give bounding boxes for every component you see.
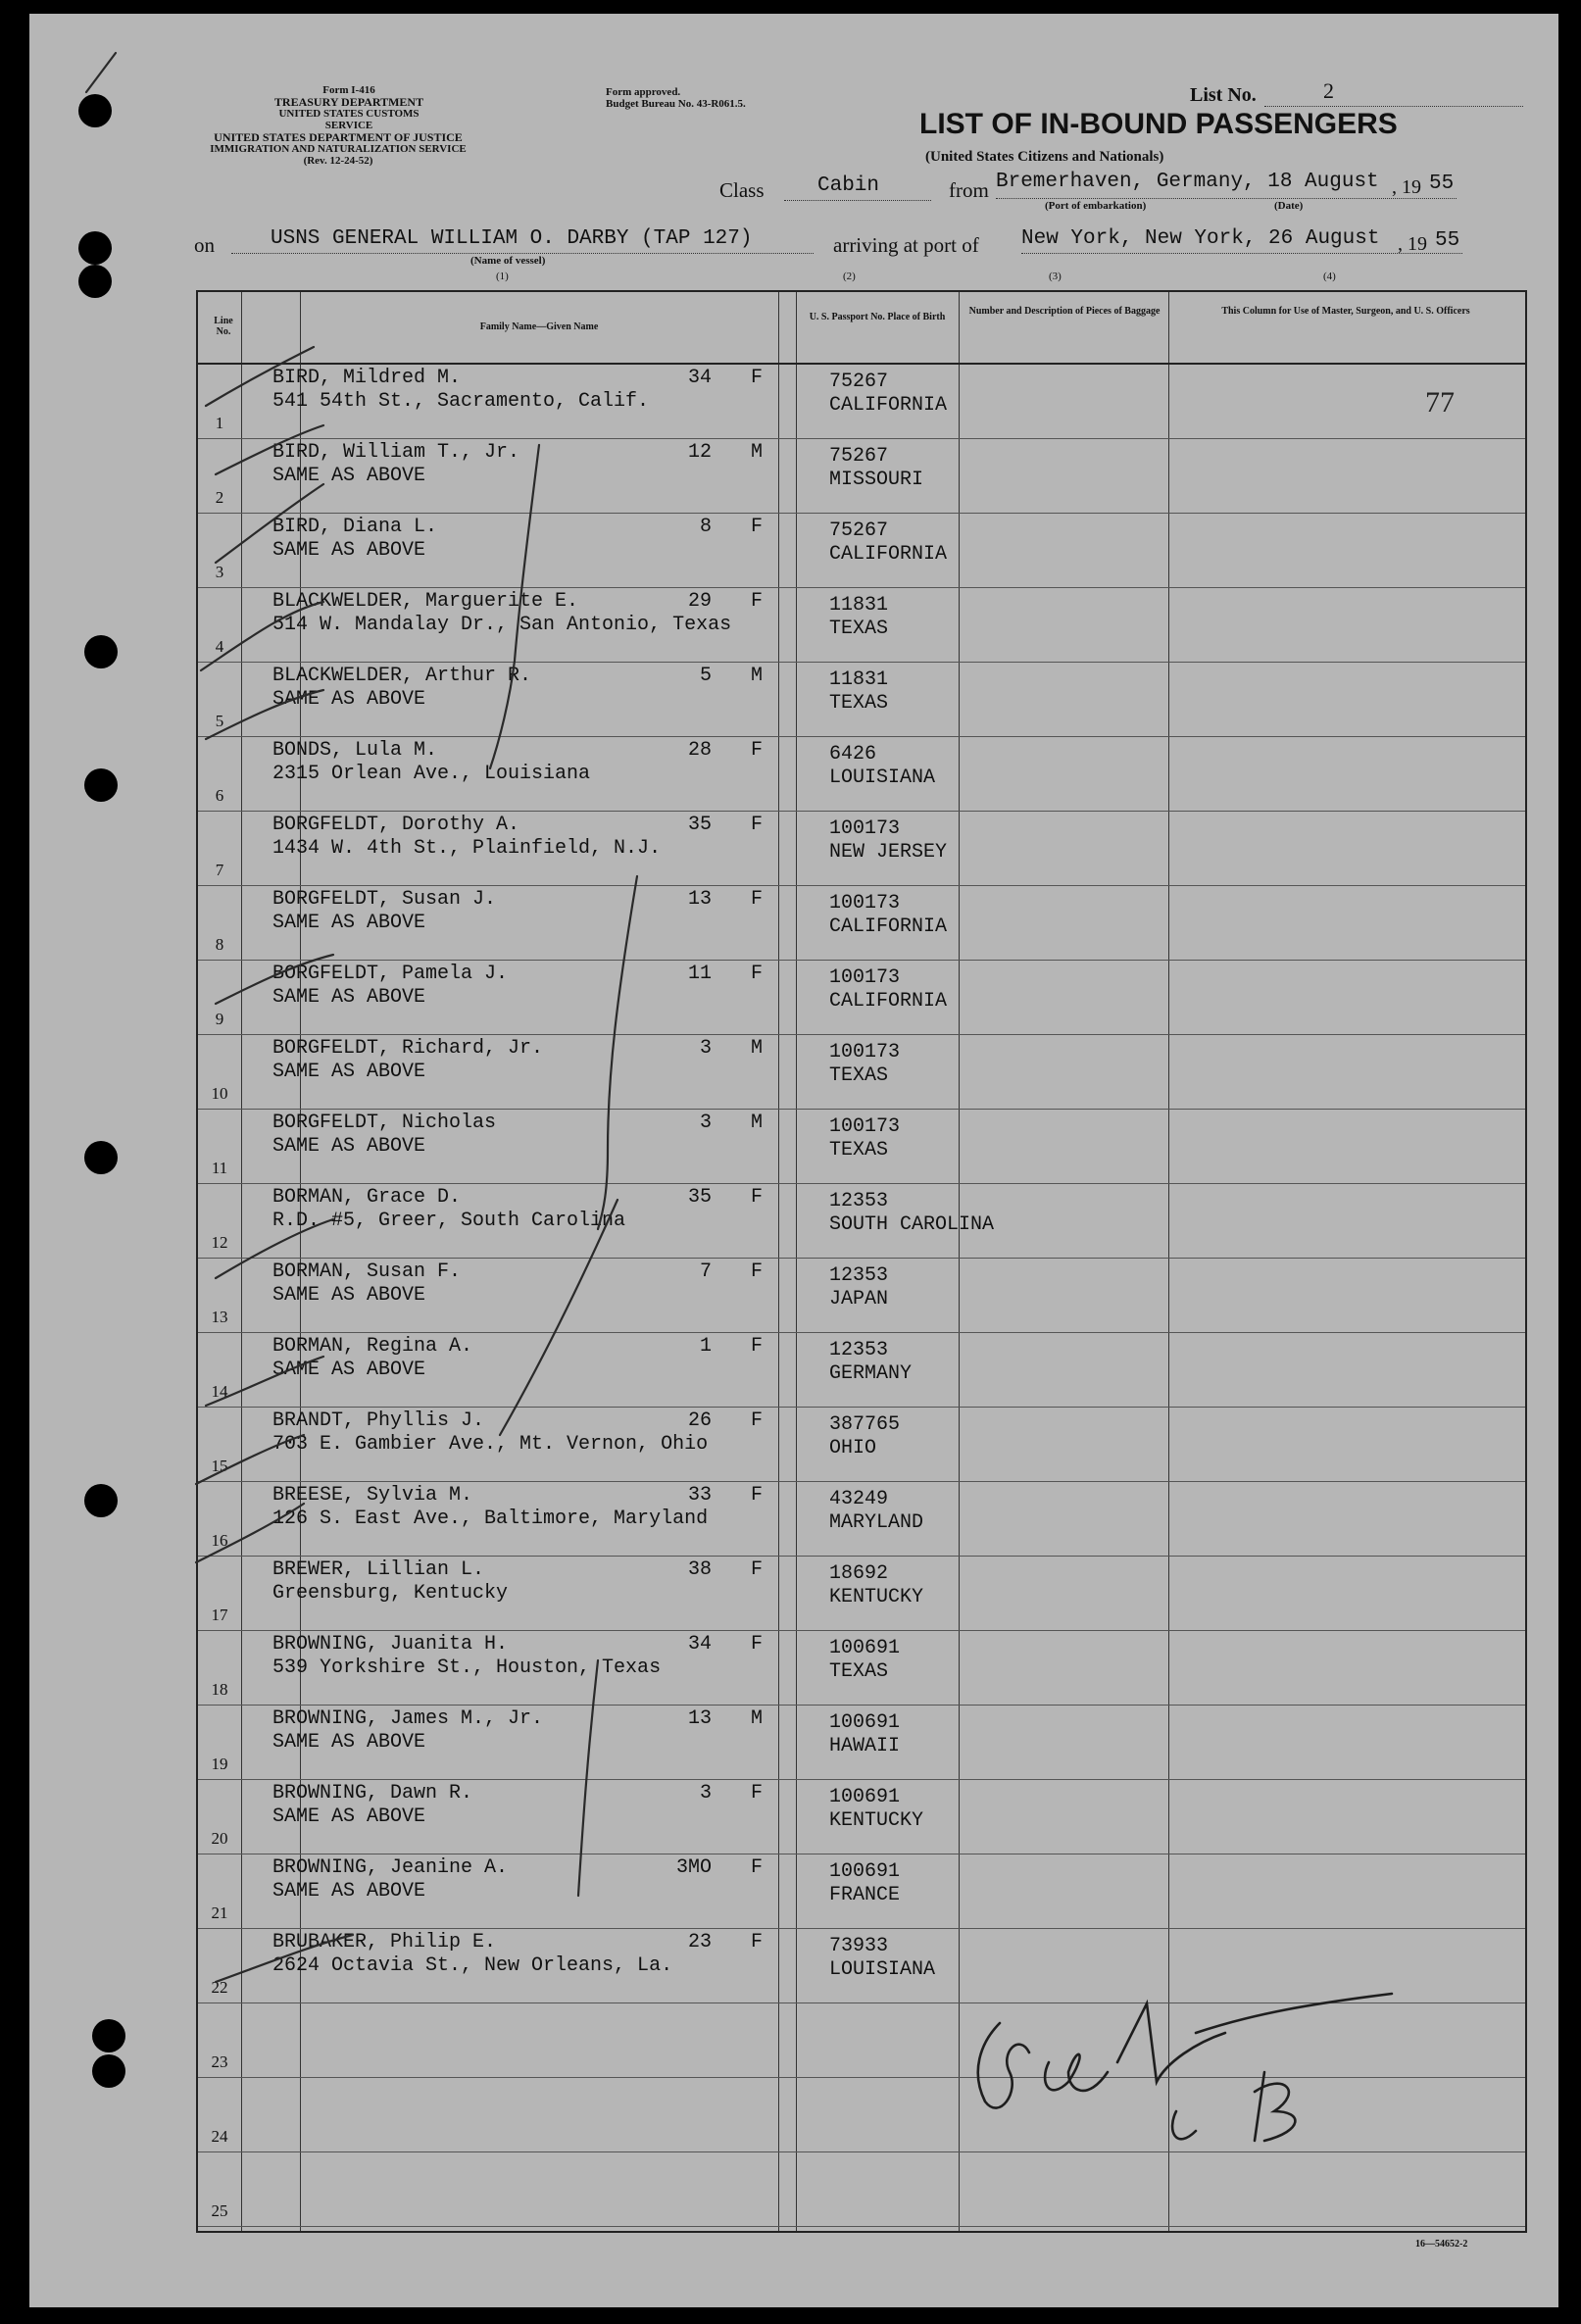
punch-hole	[84, 635, 118, 668]
place-of-birth: TEXAS	[829, 692, 889, 715]
line-number: 13	[211, 1308, 228, 1326]
place-of-birth: SOUTH CAROLINA	[829, 1213, 995, 1236]
line-number: 8	[215, 935, 224, 954]
table-row	[198, 1035, 1525, 1110]
table-row	[198, 1259, 1525, 1333]
row-divider	[198, 2226, 1525, 2227]
passenger-name: BROWNING, Dawn R.	[272, 1782, 473, 1805]
passenger-age: 12	[687, 441, 712, 464]
department-block: UNITED STATES DEPARTMENT OF JUSTICE IMMIGRATION AND NATURALIZATION SERVICE (Rev. 12-24-52)	[210, 130, 467, 167]
embarkation-value: Bremerhaven, Germany, 18 August	[996, 171, 1379, 193]
passenger-sex: F	[751, 1931, 764, 1953]
table-row	[198, 1929, 1525, 2003]
passport-number: 100691	[829, 1637, 901, 1659]
form-approval: Form approved. Budget Bureau No. 43-R061.5.	[606, 86, 746, 110]
manifest-sheet	[29, 14, 1558, 2307]
passenger-name: BLACKWELDER, Arthur R.	[272, 665, 532, 687]
passenger-age: 23	[687, 1931, 712, 1953]
passenger-sex: F	[751, 516, 764, 538]
table-row	[198, 961, 1525, 1035]
table-row	[198, 1333, 1525, 1408]
passenger-name: BROWNING, Juanita H.	[272, 1633, 509, 1656]
vessel-name: USNS GENERAL WILLIAM O. DARBY (TAP 127)	[271, 227, 753, 250]
passport-number: 75267	[829, 445, 889, 468]
arrival-year: 55	[1435, 229, 1460, 252]
passport-number: 100691	[829, 1711, 901, 1734]
place-of-birth: TEXAS	[829, 1064, 889, 1087]
passport-number: 100691	[829, 1786, 901, 1808]
passport-number: 11831	[829, 594, 889, 617]
line-number: 18	[211, 1680, 228, 1699]
punch-hole	[92, 2019, 125, 2052]
table-row	[198, 1631, 1525, 1706]
passenger-sex: F	[751, 1484, 764, 1507]
passenger-name: BIRD, Mildred M.	[272, 367, 462, 389]
table-row	[198, 1184, 1525, 1259]
passenger-name: BORMAN, Regina A.	[272, 1335, 473, 1358]
table-row	[198, 365, 1525, 439]
table-row	[198, 1780, 1525, 1854]
arrival-line	[1021, 253, 1462, 254]
line-number: 21	[211, 1904, 228, 1922]
place-of-birth: NEW JERSEY	[829, 841, 948, 864]
passenger-address: SAME AS ABOVE	[272, 688, 426, 711]
passenger-sex: F	[751, 1633, 764, 1656]
passenger-age: 8	[699, 516, 712, 538]
passenger-sex: M	[751, 1037, 764, 1060]
passenger-name: BORMAN, Grace D.	[272, 1186, 462, 1209]
passenger-age: 29	[687, 590, 712, 613]
line-number: 5	[215, 712, 224, 730]
line-number: 15	[211, 1457, 228, 1475]
line-number: 11	[211, 1159, 228, 1177]
vessel-caption: (Name of vessel)	[470, 255, 546, 267]
passenger-sex: F	[751, 590, 764, 613]
passport-number: 6426	[829, 743, 877, 766]
passenger-name: BIRD, Diana L.	[272, 516, 438, 538]
passport-number: 73933	[829, 1935, 889, 1957]
table-row	[198, 663, 1525, 737]
line-number: 1	[215, 414, 224, 432]
line-number: 6	[215, 786, 224, 805]
place-of-birth: GERMANY	[829, 1362, 913, 1385]
table-row	[198, 439, 1525, 514]
passenger-address: 2624 Octavia St., New Orleans, La.	[272, 1954, 673, 1977]
passenger-age: 3	[699, 1112, 712, 1134]
passenger-address: SAME AS ABOVE	[272, 465, 426, 487]
passenger-name: BLACKWELDER, Marguerite E.	[272, 590, 579, 613]
line-number: 9	[215, 1010, 224, 1028]
punch-hole	[84, 1141, 118, 1174]
passenger-address: SAME AS ABOVE	[272, 1061, 426, 1083]
passenger-address: SAME AS ABOVE	[272, 1284, 426, 1307]
line-number: 2	[215, 488, 224, 507]
place-of-birth: JAPAN	[829, 1288, 889, 1310]
passenger-age: 26	[687, 1409, 712, 1432]
passenger-address: 541 54th St., Sacramento, Calif.	[272, 390, 650, 413]
passenger-sex: F	[751, 1409, 764, 1432]
passenger-age: 3	[699, 1782, 712, 1805]
line-number: 23	[211, 2052, 228, 2071]
passenger-sex: F	[751, 1335, 764, 1358]
passenger-address: 514 W. Mandalay Dr., San Antonio, Texas	[272, 614, 732, 636]
embarkation-year-prefix: , 19	[1392, 176, 1421, 198]
signature-note	[1176, 2101, 1178, 2102]
passport-number: 75267	[829, 371, 889, 393]
vessel-col-number: (1)	[496, 271, 509, 282]
page-subtitle: (United States Citizens and Nationals)	[925, 149, 1164, 165]
line-number: 12	[211, 1233, 228, 1252]
line-number: 22	[211, 1978, 228, 1997]
passenger-address: SAME AS ABOVE	[272, 1135, 426, 1158]
passenger-sex: F	[751, 367, 764, 389]
class-line	[784, 200, 931, 201]
line-number: 7	[215, 861, 224, 879]
line-number: 16	[211, 1531, 228, 1550]
passenger-address: 2315 Orlean Ave., Louisiana	[272, 763, 591, 785]
place-of-birth: TEXAS	[829, 1660, 889, 1683]
table-row	[198, 886, 1525, 961]
passenger-sex: F	[751, 1558, 764, 1581]
passenger-age: 35	[687, 1186, 712, 1209]
table-row	[198, 2152, 1525, 2227]
passenger-address: SAME AS ABOVE	[272, 1880, 426, 1903]
passenger-sex: F	[751, 739, 764, 762]
place-of-birth: LOUISIANA	[829, 766, 936, 789]
passenger-age: 11	[687, 963, 712, 985]
place-of-birth: KENTUCKY	[829, 1586, 924, 1608]
passenger-address: 539 Yorkshire St., Houston, Texas	[272, 1656, 662, 1679]
table-row	[198, 737, 1525, 812]
passenger-sex: M	[751, 1112, 764, 1134]
passenger-name: BORGFELDT, Richard, Jr.	[272, 1037, 544, 1060]
arrival-value: New York, New York, 26 August	[1021, 227, 1380, 250]
passenger-name: BRUBAKER, Philip E.	[272, 1931, 497, 1953]
passenger-name: BORGFELDT, Dorothy A.	[272, 814, 520, 836]
place-of-birth: TEXAS	[829, 1139, 889, 1162]
table-row	[198, 1482, 1525, 1557]
officer-note: 77	[1425, 386, 1455, 419]
punch-hole	[92, 2054, 125, 2088]
passport-number: 11831	[829, 668, 889, 691]
on-label: on	[194, 233, 215, 257]
punch-hole	[84, 768, 118, 802]
table-row	[198, 514, 1525, 588]
passenger-sex: F	[751, 1186, 764, 1209]
col-header-officers: This Column for Use of Master, Surgeon, and U. S. Officers	[1221, 306, 1470, 317]
line-number: 17	[211, 1606, 228, 1624]
passenger-age: 1	[699, 1335, 712, 1358]
passenger-name: BRANDT, Phyllis J.	[272, 1409, 485, 1432]
table-row	[198, 1110, 1525, 1184]
line-number: 25	[211, 2201, 228, 2220]
passenger-sex: F	[751, 1261, 764, 1283]
col4-number: (4)	[1323, 271, 1336, 282]
class-label: Class	[719, 178, 765, 202]
table-row	[198, 2003, 1525, 2078]
passenger-sex: M	[751, 665, 764, 687]
passport-number: 100691	[829, 1860, 901, 1883]
from-label: from	[949, 178, 989, 202]
passenger-name: BREWER, Lillian L.	[272, 1558, 485, 1581]
table-row	[198, 1557, 1525, 1631]
place-of-birth: CALIFORNIA	[829, 394, 948, 417]
col2-number: (2)	[843, 271, 856, 282]
passenger-name: BROWNING, Jeanine A.	[272, 1856, 509, 1879]
passenger-age: 34	[687, 367, 712, 389]
passenger-address: SAME AS ABOVE	[272, 539, 426, 562]
passenger-name: BORGFELDT, Pamela J.	[272, 963, 509, 985]
place-of-birth: FRANCE	[829, 1884, 901, 1906]
passenger-sex: F	[751, 1856, 764, 1879]
line-number: 20	[211, 1829, 228, 1848]
passport-number: 12353	[829, 1190, 889, 1212]
line-number: 10	[211, 1084, 228, 1103]
passenger-age: 28	[687, 739, 712, 762]
passenger-age: 35	[687, 814, 712, 836]
passport-number: 100173	[829, 817, 901, 840]
port-caption: (Port of embarkation)	[1045, 200, 1147, 212]
line-number: 24	[211, 2127, 228, 2146]
place-of-birth: CALIFORNIA	[829, 915, 948, 938]
punch-hole	[84, 1484, 118, 1517]
place-of-birth: CALIFORNIA	[829, 543, 948, 566]
list-no-line	[1264, 106, 1523, 107]
passenger-sex: F	[751, 1782, 764, 1805]
passenger-address: SAME AS ABOVE	[272, 1805, 426, 1828]
passenger-address: 126 S. East Ave., Baltimore, Maryland	[272, 1508, 709, 1530]
place-of-birth: KENTUCKY	[829, 1809, 924, 1832]
passenger-age: 13	[687, 1707, 712, 1730]
line-number: 14	[211, 1382, 228, 1401]
passenger-age: 3MO	[675, 1856, 712, 1879]
passport-number: 100173	[829, 966, 901, 989]
punch-hole	[78, 94, 112, 127]
passenger-sex: M	[751, 1707, 764, 1730]
place-of-birth: CALIFORNIA	[829, 990, 948, 1013]
passenger-address: R.D. #5, Greer, South Carolina	[272, 1210, 626, 1232]
passenger-name: BROWNING, James M., Jr.	[272, 1707, 544, 1730]
passenger-age: 33	[687, 1484, 712, 1507]
passport-number: 100173	[829, 1041, 901, 1063]
table-row	[198, 1408, 1525, 1482]
table-row	[198, 1854, 1525, 1929]
vessel-line	[231, 253, 814, 254]
table-row	[198, 812, 1525, 886]
passport-number: 18692	[829, 1562, 889, 1585]
col-header-passport: U. S. Passport No. Place of Birth	[809, 312, 946, 322]
place-of-birth: MISSOURI	[829, 469, 924, 491]
passport-number: 12353	[829, 1339, 889, 1361]
passenger-sex: F	[751, 963, 764, 985]
place-of-birth: TEXAS	[829, 618, 889, 640]
table-row	[198, 588, 1525, 663]
form-number: Form I-416 TREASURY DEPARTMENT UNITED STATES CUSTOMS SERVICE	[273, 84, 424, 131]
passenger-sex: M	[751, 441, 764, 464]
passport-number: 100173	[829, 1115, 901, 1138]
footer-code: 16—54652-2	[1415, 2239, 1468, 2250]
passenger-name: BONDS, Lula M.	[272, 739, 438, 762]
place-of-birth: HAWAII	[829, 1735, 901, 1757]
col-header-name: Family Name—Given Name	[479, 321, 599, 332]
passenger-age: 5	[699, 665, 712, 687]
passenger-name: BIRD, William T., Jr.	[272, 441, 520, 464]
passenger-name: BORGFELDT, Nicholas	[272, 1112, 497, 1134]
signature	[1002, 2027, 1006, 2028]
from-line	[996, 198, 1457, 199]
passenger-age: 38	[687, 1558, 712, 1581]
place-of-birth: LOUISIANA	[829, 1958, 936, 1981]
place-of-birth: OHIO	[829, 1437, 877, 1459]
embarkation-year: 55	[1429, 173, 1455, 195]
passenger-name: BORGFELDT, Susan J.	[272, 888, 497, 911]
passport-number: 43249	[829, 1488, 889, 1510]
line-number: 4	[215, 637, 224, 656]
page-title: LIST OF IN-BOUND PASSENGERS	[919, 108, 1398, 140]
passenger-name: BORMAN, Susan F.	[272, 1261, 462, 1283]
passport-number: 100173	[829, 892, 901, 915]
col-header-baggage: Number and Description of Pieces of Baggage	[968, 306, 1161, 317]
class-value: Cabin	[817, 174, 880, 197]
passenger-age: 13	[687, 888, 712, 911]
passport-number: 12353	[829, 1264, 889, 1287]
passenger-address: SAME AS ABOVE	[272, 1359, 426, 1381]
arriving-label: arriving at port of	[833, 233, 979, 257]
list-no-label: List No.	[1190, 84, 1257, 106]
passenger-address: 703 E. Gambier Ave., Mt. Vernon, Ohio	[272, 1433, 709, 1456]
place-of-birth: MARYLAND	[829, 1511, 924, 1534]
passenger-table	[196, 290, 1527, 2233]
col-header-line-no: Line No.	[214, 316, 233, 337]
arrival-year-prefix: , 19	[1398, 233, 1427, 255]
passport-number: 75267	[829, 519, 889, 542]
col3-number: (3)	[1049, 271, 1062, 282]
passenger-address: 1434 W. 4th St., Plainfield, N.J.	[272, 837, 662, 860]
table-row	[198, 2078, 1525, 2152]
punch-hole	[78, 265, 112, 298]
punch-hole	[78, 231, 112, 265]
passenger-address: SAME AS ABOVE	[272, 986, 426, 1009]
line-number: 3	[215, 563, 224, 581]
passport-number: 387765	[829, 1413, 901, 1436]
passenger-sex: F	[751, 814, 764, 836]
line-number: 19	[211, 1755, 228, 1773]
passenger-age: 34	[687, 1633, 712, 1656]
passenger-address: Greensburg, Kentucky	[272, 1582, 509, 1605]
date-caption: (Date)	[1274, 200, 1304, 212]
passenger-sex: F	[751, 888, 764, 911]
passenger-address: SAME AS ABOVE	[272, 1731, 426, 1754]
passenger-name: BREESE, Sylvia M.	[272, 1484, 473, 1507]
passenger-age: 3	[699, 1037, 712, 1060]
list-no-value: 2	[1323, 78, 1334, 103]
table-row	[198, 1706, 1525, 1780]
passenger-age: 7	[699, 1261, 712, 1283]
passenger-address: SAME AS ABOVE	[272, 912, 426, 934]
